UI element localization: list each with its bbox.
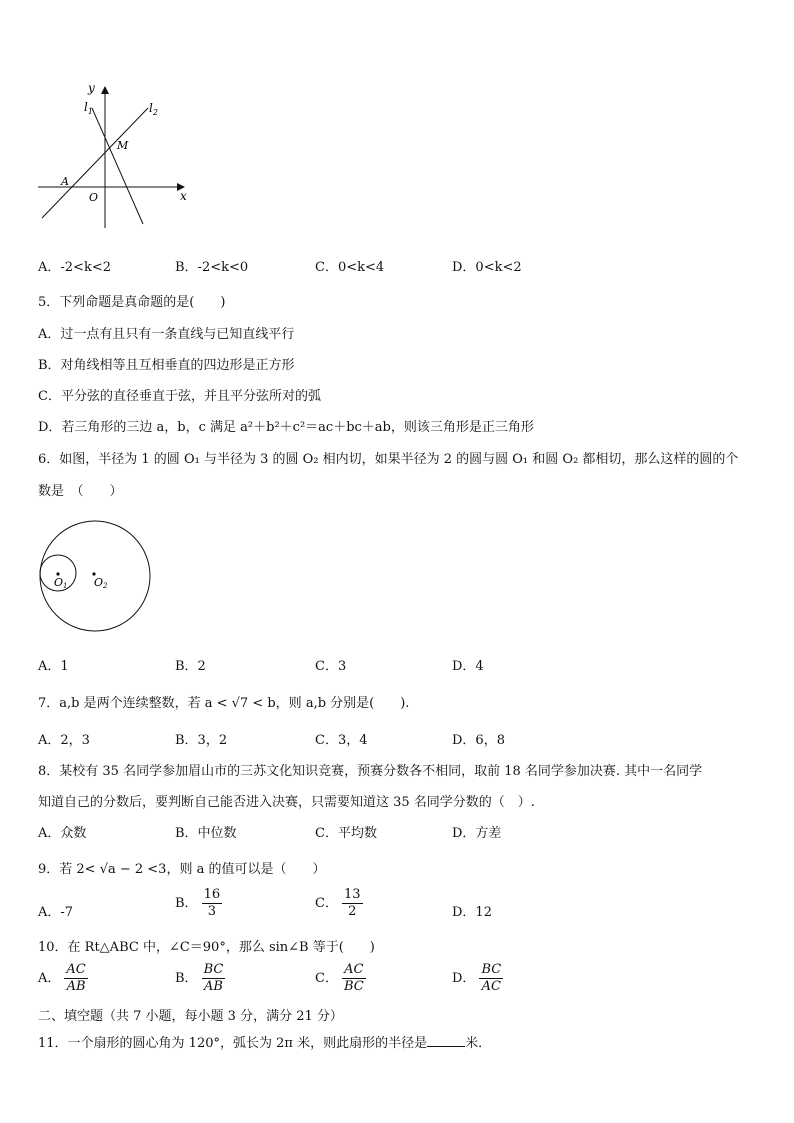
q9-stem: 9．若 2< √a − 2 <3，则 a 的值可以是（ ） (38, 862, 326, 877)
q8-option-b[interactable]: B．中位数 (175, 826, 237, 841)
graph-lines-figure (30, 78, 200, 238)
q10-option-b-denominator: AB (203, 979, 223, 994)
q10-option-c-label: C． (315, 971, 338, 986)
q4-option-a[interactable]: A．-2<k<2 (38, 260, 111, 275)
q8-stem-line2: 知道自己的分数后，要判断自己能否进入决赛，只需要知道这 35 名同学分数的（ ）. (38, 795, 535, 810)
q10-option-a-fraction (64, 962, 87, 995)
q9-option-c-fraction (342, 887, 363, 920)
origin-label: O (89, 191, 99, 204)
q10-option-d[interactable] (452, 962, 503, 995)
q6-stem-line2: 数是 （ ） (38, 484, 123, 499)
q8-option-d[interactable]: D．方差 (452, 826, 502, 841)
l2-label: $l_2$ (149, 101, 158, 117)
q7-option-a[interactable]: A．2，3 (38, 733, 90, 748)
line-l1 (92, 108, 143, 224)
q9-option-b[interactable] (175, 887, 222, 920)
q10-option-a-denominator: AB (66, 979, 86, 994)
q8-stem-line1: 8．某校有 35 名同学参加眉山市的三苏文化知识竞赛，预赛分数各不相同，取前 18 名同学参加决赛. 其中一名同学 (38, 764, 703, 779)
circles-figure (34, 518, 156, 636)
q10-option-b-numerator: BC (203, 962, 224, 977)
q7-option-b[interactable]: B．3，2 (175, 733, 228, 748)
o2-label: O2 (94, 576, 108, 590)
q5-option-b[interactable]: B．对角线相等且互相垂直的四边形是正方形 (38, 358, 295, 373)
q10-option-c-numerator: AC (344, 962, 364, 977)
q9-option-c[interactable] (315, 887, 363, 920)
q9-option-c-denominator: 2 (348, 904, 357, 919)
section-2-title: 二、填空题（共 7 小题，每小题 3 分，满分 21 分） (38, 1009, 343, 1024)
q11-stem (38, 1032, 491, 1051)
q9-option-c-label: C． (315, 896, 338, 911)
q5-option-c[interactable]: C．平分弦的直径垂直于弦，并且平分弦所对的弧 (38, 389, 321, 404)
point-m-label: M (117, 139, 129, 152)
q8-option-a[interactable]: A．众数 (38, 826, 87, 841)
q10-option-d-fraction (479, 962, 503, 995)
q6-stem-line1: 6．如图，半径为 1 的圆 O₁ 与半径为 3 的圆 O₂ 相内切，如果半径为 2 的圆与圆 O₁ 和圆 O₂ 都相切，那么这样的圆的个 (38, 452, 739, 467)
q9-option-b-numerator: 16 (203, 887, 221, 902)
q5-option-a[interactable]: A．过一点有且只有一条直线与已知直线平行 (38, 327, 295, 342)
q6-option-c[interactable]: C．3 (315, 659, 347, 674)
q4-option-b[interactable]: B．-2<k<0 (175, 260, 249, 275)
q11-answer-blank[interactable] (427, 1034, 465, 1047)
y-axis-arrow (101, 86, 109, 94)
q9-option-b-label: B． (175, 896, 198, 911)
q10-option-b-fraction (202, 962, 226, 995)
q10-option-c-denominator: BC (343, 979, 364, 994)
q11-stem-text-a: 11．一个扇形的圆心角为 120°，弧长为 2π 米，则此扇形的半径是 (38, 1036, 428, 1051)
q9-option-a[interactable]: A．-7 (38, 905, 74, 920)
q10-option-d-label: D． (452, 971, 476, 986)
q7-option-c[interactable]: C．3，4 (315, 733, 368, 748)
q10-option-b[interactable] (175, 962, 225, 995)
q5-option-d[interactable]: D．若三角形的三边 a，b，c 满足 a²＋b²＋c²＝ac＋bc＋ab，则该三角形是正三角形 (38, 420, 534, 435)
q7-stem: 7．a,b 是两个连续整数，若 a < √7 < b，则 a,b 分别是( ). (38, 696, 410, 711)
q4-option-d[interactable]: D．0<k<2 (452, 260, 522, 275)
q9-option-b-denominator: 3 (207, 904, 216, 919)
q10-option-b-label: B． (175, 971, 198, 986)
o1-label: O1 (54, 576, 68, 590)
q10-option-a-numerator: AC (66, 962, 86, 977)
q10-option-d-numerator: BC (481, 962, 502, 977)
q10-stem: 10．在 Rt△ABC 中，∠C＝90°，那么 sin∠B 等于( ) (38, 940, 375, 955)
q9-option-b-fraction (202, 887, 223, 920)
x-axis-label: x (180, 189, 187, 203)
q9-option-c-numerator: 13 (343, 887, 361, 902)
y-axis-label: y (88, 81, 95, 95)
q10-option-a[interactable] (38, 962, 88, 995)
q7-option-d[interactable]: D．6，8 (452, 733, 505, 748)
q10-option-c-fraction (342, 962, 366, 995)
q6-option-d[interactable]: D．4 (452, 659, 484, 674)
l1-label: $l_1$ (84, 100, 93, 116)
point-a-label: A (61, 175, 69, 188)
q4-option-c[interactable]: C．0<k<4 (315, 260, 385, 275)
q6-option-a[interactable]: A．1 (38, 659, 69, 674)
q8-option-c[interactable]: C．平均数 (315, 826, 377, 841)
q5-stem: 5．下列命题是真命题的是( ) (38, 295, 226, 310)
q6-option-b[interactable]: B．2 (175, 659, 206, 674)
q10-option-d-denominator: AC (481, 979, 501, 994)
q9-option-d[interactable]: D．12 (452, 905, 492, 920)
q11-stem-text-b: 米． (465, 1036, 492, 1051)
q10-option-c[interactable] (315, 962, 366, 995)
q10-option-a-label: A． (38, 971, 61, 986)
